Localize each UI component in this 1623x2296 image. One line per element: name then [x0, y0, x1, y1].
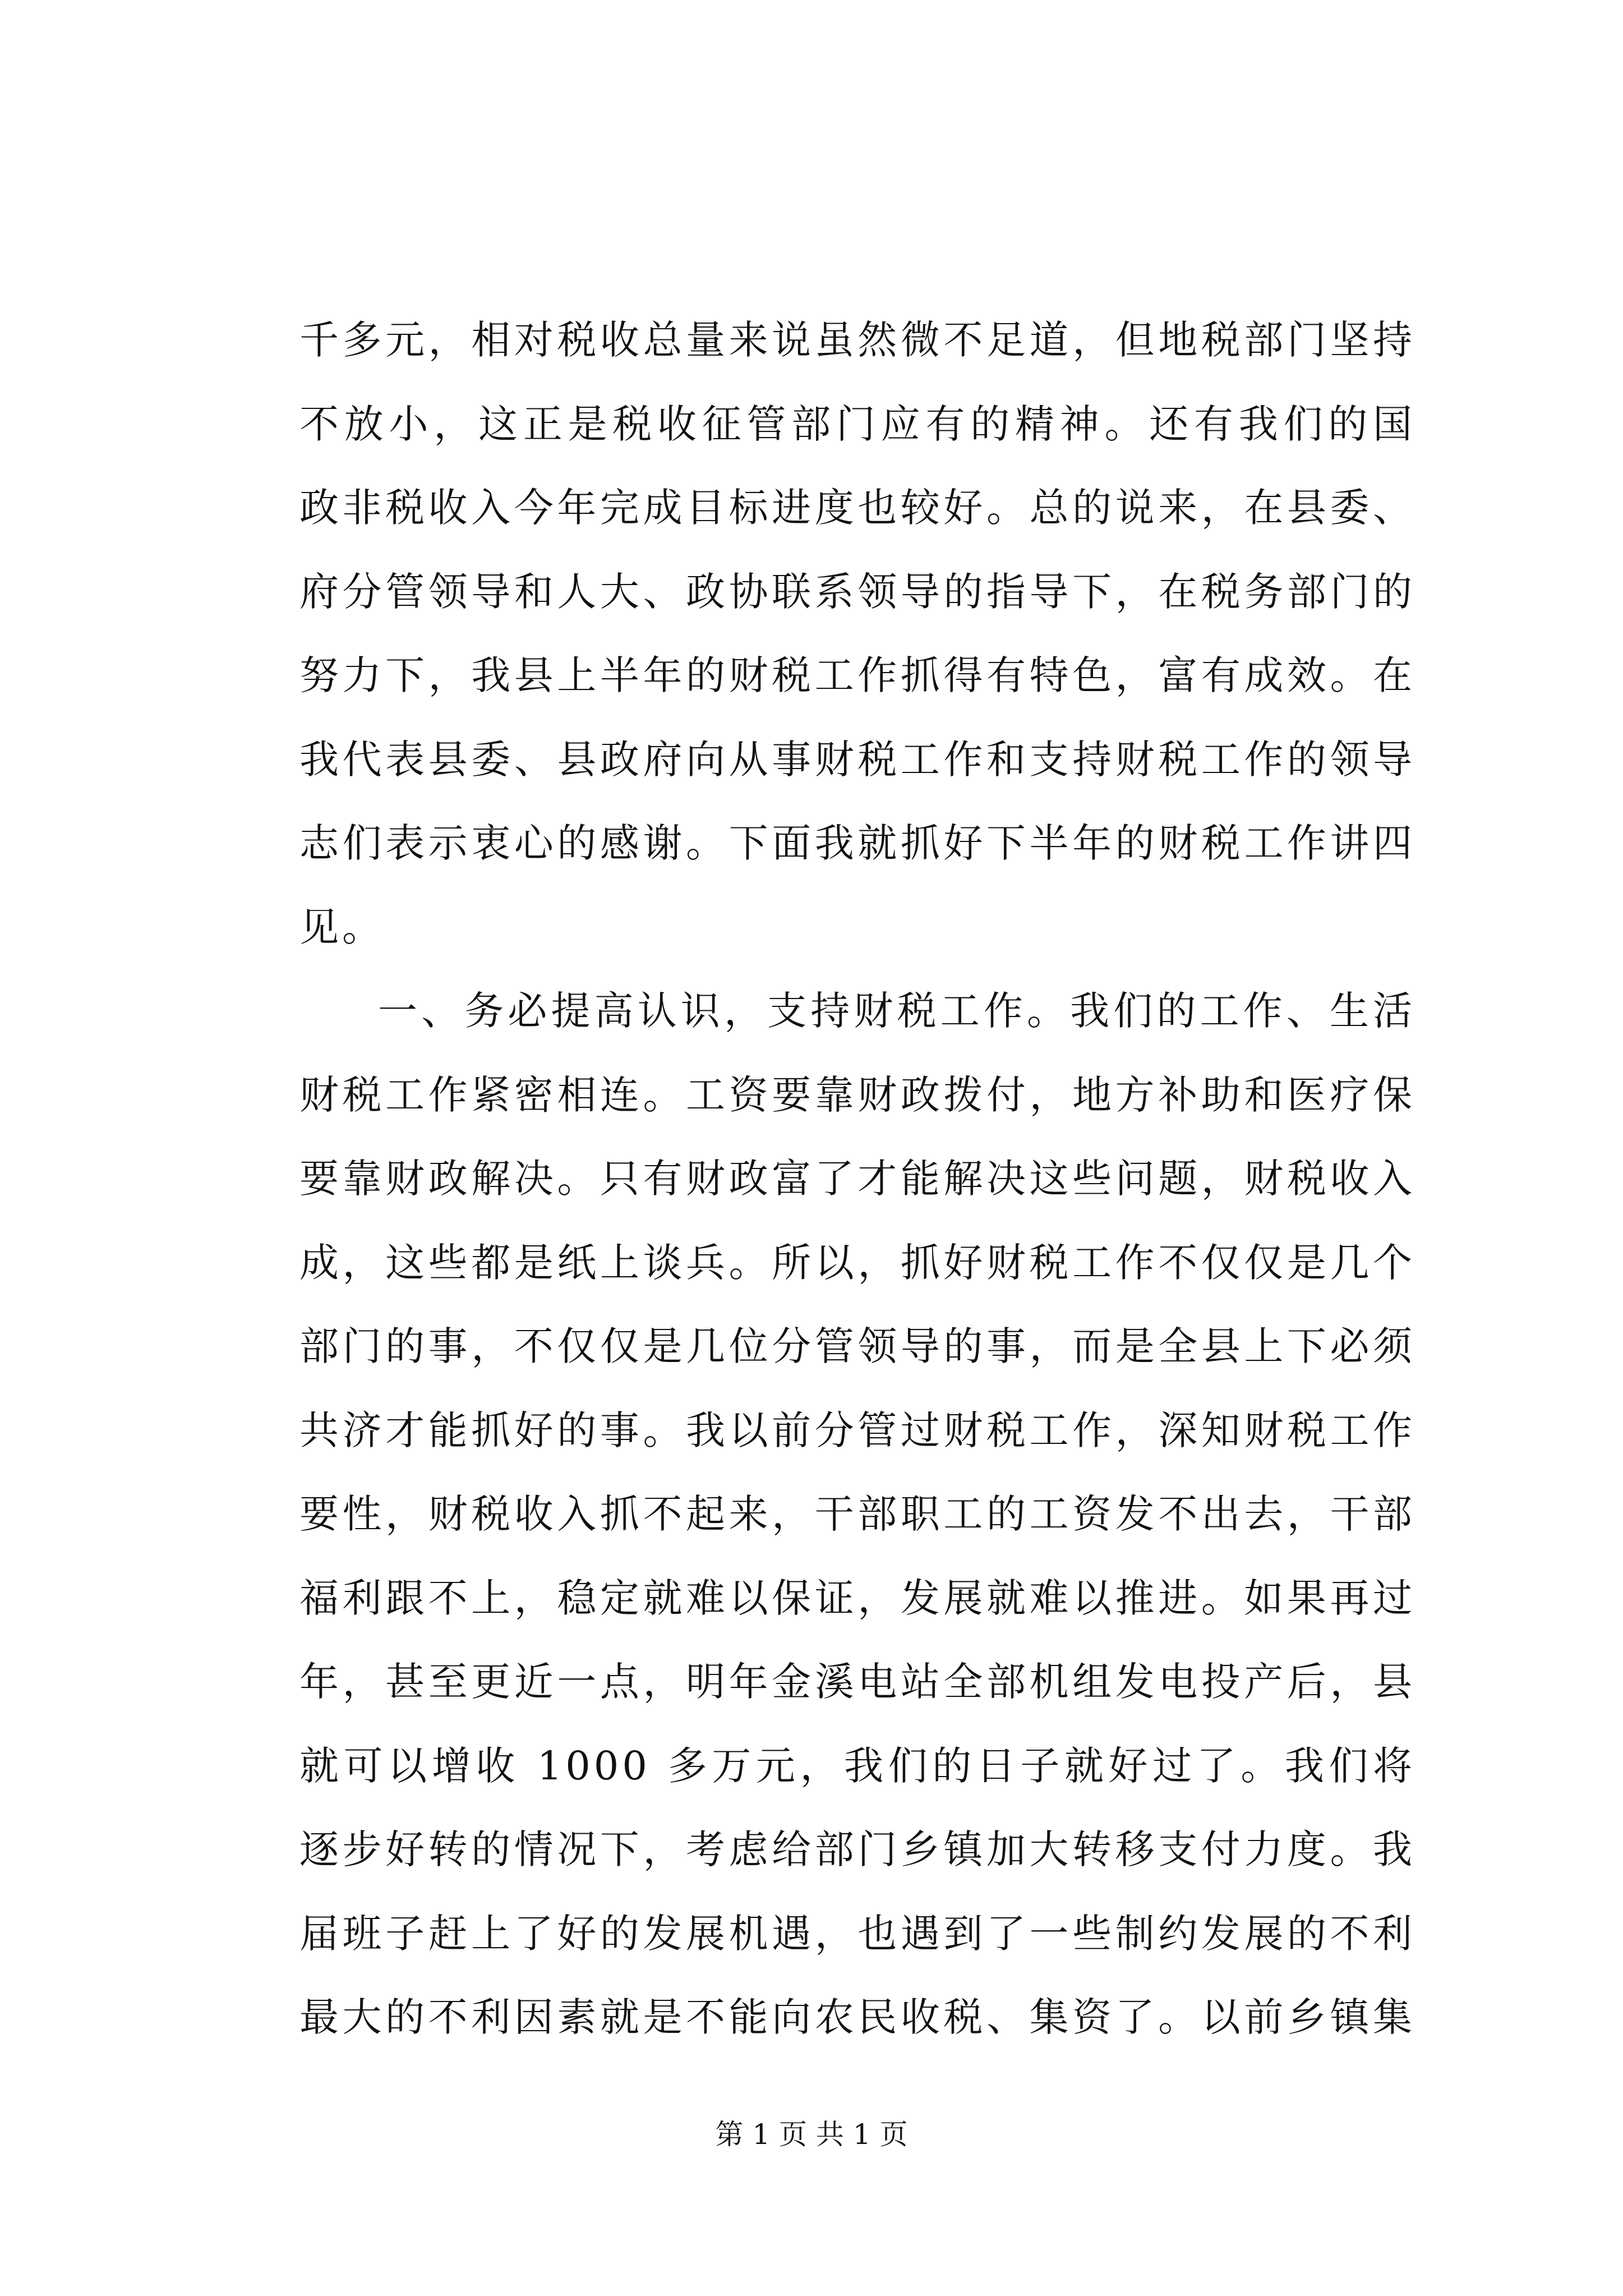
- text-line: 共济才能抓好的事。我以前分管过财税工作，深知财税工作: [299, 1407, 1415, 1453]
- text-line: 年，甚至更近一点，明年金溪电站全部机组发电投产后，县: [299, 1659, 1415, 1705]
- text-line: 就可以增收 1000 多万元，我们的日子就好过了。我们将: [299, 1742, 1415, 1789]
- text-line: 要性，财税收入抓不起来，干部职工的工资发不出去，干部: [299, 1491, 1415, 1537]
- text-line: 财税工作紧密相连。工资要靠财政拨付，地方补助和医疗保: [299, 1071, 1415, 1118]
- paragraph-first-line: 一、务必提高认识，支持财税工作。我们的工作、生活: [378, 988, 1415, 1034]
- text-line: 逐步好转的情况下，考虑给部门乡镇加大转移支付力度。我: [299, 1826, 1415, 1872]
- page-footer: [0, 2118, 1623, 2151]
- text-line: 政非税收入今年完成目标进度也较好。总的说来，在县委、: [299, 485, 1415, 531]
- text-line: 努力下，我县上半年的财税工作抓得有特色，富有成效。在: [299, 652, 1415, 698]
- text-line: 府分管领导和人大、政协联系领导的指导下，在税务部门的: [299, 568, 1415, 615]
- text-line: 要靠财政解决。只有财政富了才能解决这些问题，财税收入: [299, 1156, 1415, 1202]
- text-line: 福利跟不上，稳定就难以保证，发展就难以推进。如果再过: [299, 1575, 1415, 1621]
- text-line: 最大的不利因素就是不能向农民收税、集资了。以前乡镇集: [299, 1994, 1415, 2040]
- text-line: 见。: [299, 904, 385, 950]
- page-number-label: 第 1 页 共 1 页: [715, 2118, 908, 2151]
- text-line: 千多元，相对税收总量来说虽然微不足道，但地税部门坚持: [299, 317, 1415, 363]
- text-line: 成，这些都是纸上谈兵。所以，抓好财税工作不仅仅是几个: [299, 1239, 1415, 1286]
- text-line: 部门的事，不仅仅是几位分管领导的事，而是全县上下必须: [299, 1323, 1415, 1369]
- text-line: 我代表县委、县政府向从事财税工作和支持财税工作的领导: [299, 736, 1415, 783]
- text-line: 不放小，这正是税收征管部门应有的精神。还有我们的国: [299, 401, 1415, 447]
- document-body: [299, 298, 1415, 2060]
- text-line: 届班子赶上了好的发展机遇，也遇到了一些制约发展的不利: [299, 1910, 1415, 1957]
- text-line: 志们表示衷心的感谢。下面我就抓好下半年的财税工作讲四: [299, 820, 1415, 866]
